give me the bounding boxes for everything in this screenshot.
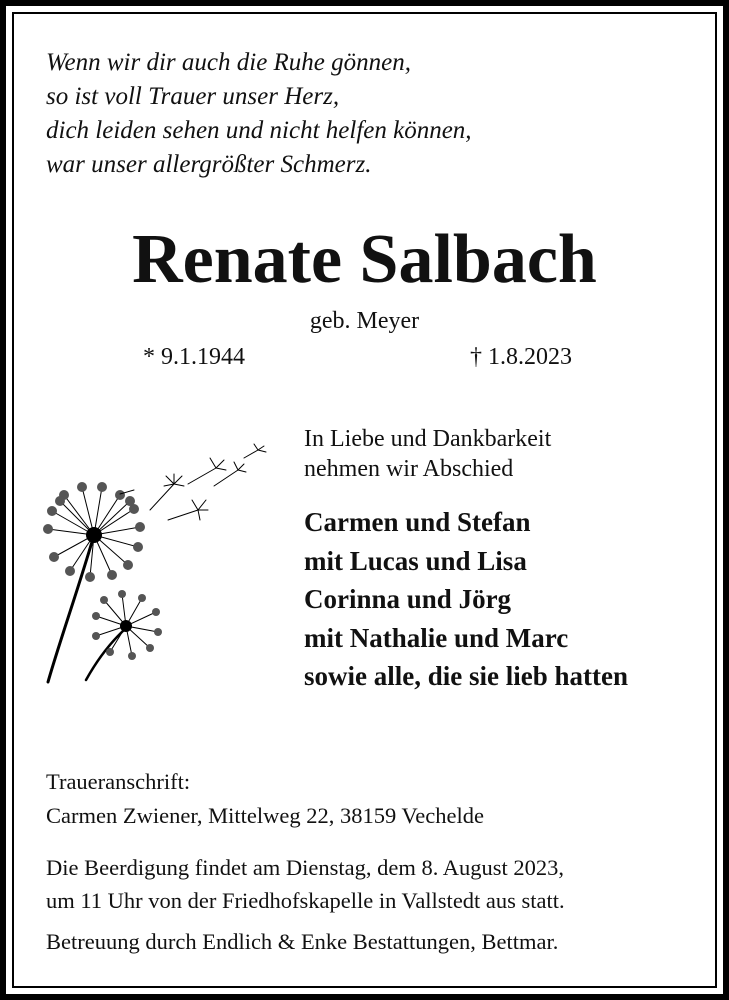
mourner-line: Corinna und Jörg: [304, 584, 512, 614]
mourner-line: Carmen und Stefan: [304, 507, 531, 537]
funeral-line: um 11 Uhr von der Friedhofskapelle in Vallstedt aus statt.: [46, 888, 565, 913]
farewell-text: [304, 424, 551, 484]
poem-line: Wenn wir dir auch die Ruhe gönnen,: [46, 49, 412, 76]
funeral-notice: [46, 851, 565, 917]
farewell-line: In Liebe und Dankbarkeit: [304, 426, 552, 452]
poem-line: war unser allergrößter Schmerz.: [46, 151, 372, 178]
birth-date: * 9.1.1944: [143, 344, 245, 370]
mourner-line: mit Nathalie und Marc: [304, 622, 569, 653]
mourners-list: [304, 503, 628, 696]
poem-line: dich leiden sehen und nicht helfen können,: [46, 117, 472, 144]
undertaker-note: Betreuung durch Endlich & Enke Bestattungen, Bettmar.: [46, 929, 559, 954]
poem-line: so ist voll Trauer unser Herz,: [46, 83, 340, 110]
farewell-line: nehmen wir Abschied: [304, 456, 514, 482]
mourning-address: [46, 765, 484, 833]
address-label: Traueranschrift:: [46, 769, 191, 794]
mourner-line: mit Lucas und Lisa: [304, 545, 527, 576]
address-value: Carmen Zwiener, Mittelweg 22, 38159 Vechelde: [46, 803, 484, 828]
death-date: † 1.8.2023: [470, 344, 572, 370]
dandelion-icon: [38, 440, 278, 690]
maiden-name: geb. Meyer: [309, 308, 420, 334]
deceased-name: Renate Salbach: [132, 221, 597, 298]
mourner-line: sowie alle, die sie lieb hatten: [304, 661, 628, 691]
memorial-poem: [46, 46, 472, 182]
funeral-line: Die Beerdigung findet am Dienstag, dem 8. August 2023,: [46, 855, 565, 880]
